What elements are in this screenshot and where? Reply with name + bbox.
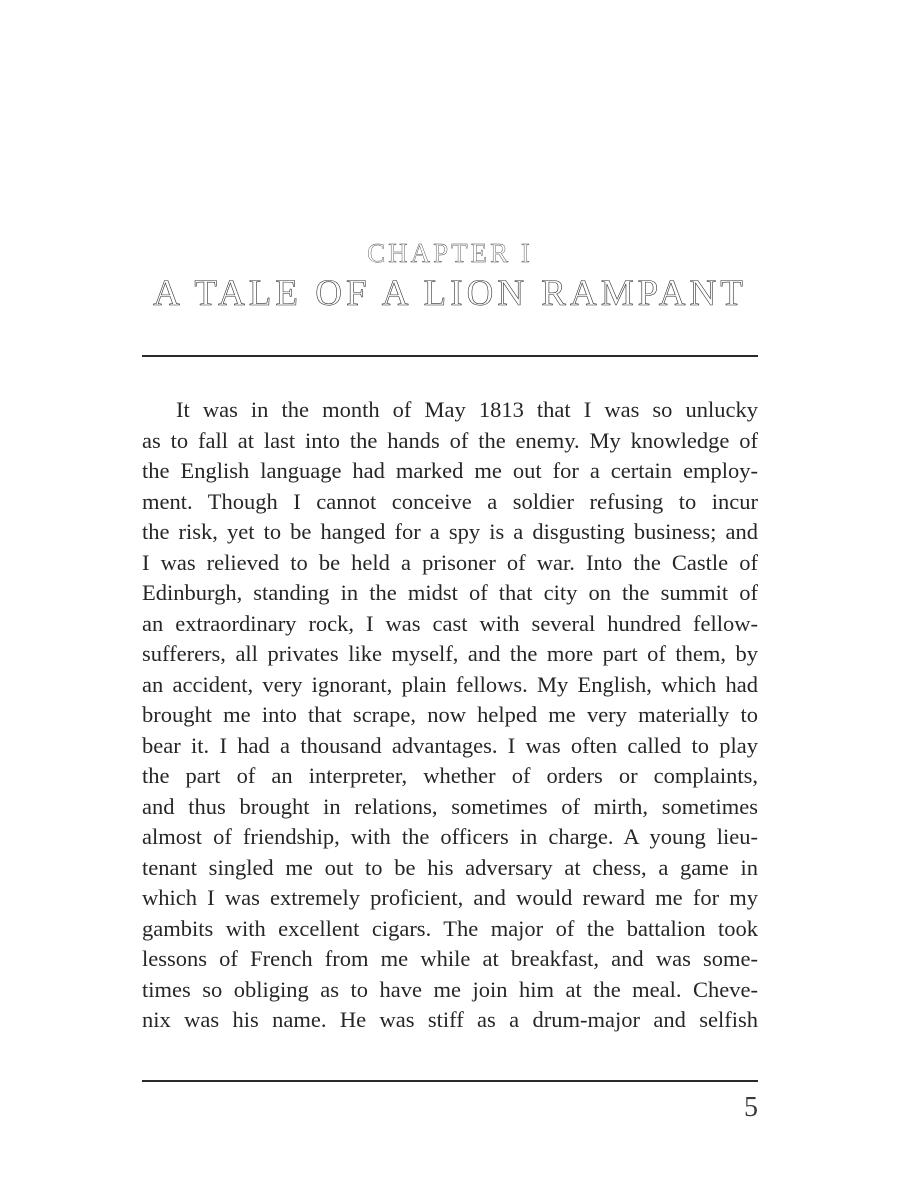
text-line: nix was his name. He was stiff as a drum-major and selfish [142,1007,758,1032]
text-line: ment. Though I cannot conceive a soldier refusing to incur [142,488,758,514]
text-line: as to fall at last into the hands of the enemy. My knowledge of [142,427,758,453]
text-line: It was in the month of May 1813 that I was so unlucky [176,397,758,422]
text-line: the risk, yet to be hanged for a spy is a disgusting business; and [142,519,758,544]
text-line: the English language had marked me out for a certain employ- [142,458,758,483]
text-line: almost of friendship, with the officers in charge. A young lieu- [142,824,758,849]
text-line: an extraordinary rock, I was cast with several hundred fellow- [142,610,758,636]
text-line: lessons of French from me while at breakfast, and was some- [142,946,758,971]
top-divider [142,355,758,357]
page-number: 5 [744,1092,758,1123]
body-paragraph [142,395,758,1036]
text-line: and thus brought in relations, sometimes of mirth, sometimes [142,793,758,819]
chapter-title: A TALE OF A LION RAMPANT [153,273,747,314]
bottom-divider [142,1080,758,1082]
chapter-label: CHAPTER I [367,238,533,268]
text-line: which I was extremely proficient, and would reward me for my [142,885,758,910]
text-line: an accident, very ignorant, plain fellows. My English, which had [142,671,758,697]
text-line: times so obliging as to have me join him at the meal. Cheve- [142,976,758,1002]
text-line: sufferers, all privates like myself, and the more part of them, by [142,641,758,666]
text-line: tenant singled me out to be his adversary at chess, a game in [142,854,758,880]
text-line: bear it. I had a thousand advantages. I was often called to play [142,732,758,758]
text-line: Edinburgh, standing in the midst of that city on the summit of [142,580,758,605]
text-line: the part of an interpreter, whether of orders or complaints, [142,763,758,788]
text-line: gambits with excellent cigars. The major of the battalion took [142,915,758,941]
text-line: I was relieved to be held a prisoner of war. Into the Castle of [142,549,758,575]
text-line: brought me into that scrape, now helped me very materially to [142,702,758,727]
